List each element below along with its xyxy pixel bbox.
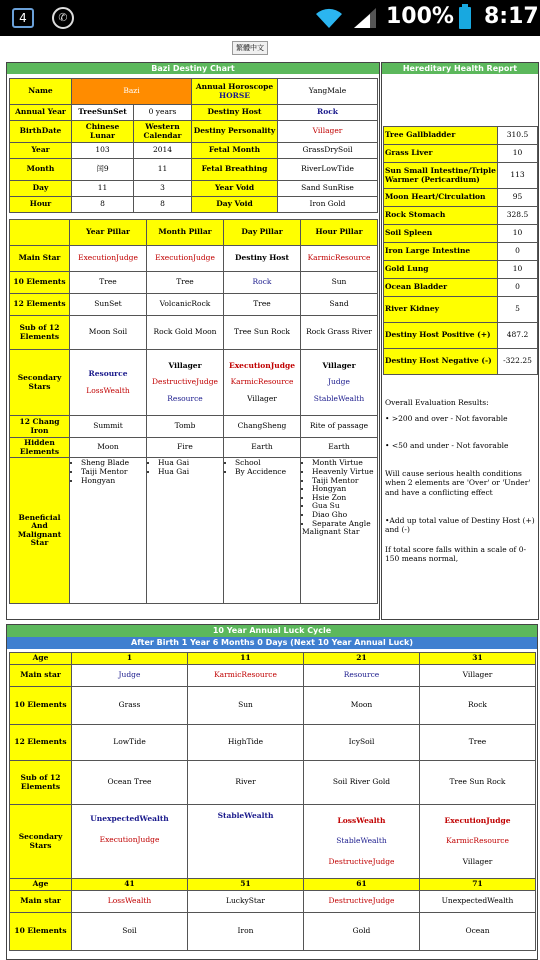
table-cell: Ocean Bladder (384, 279, 498, 297)
table-cell: Tree (147, 272, 224, 294)
table-cell: 10 Elements (10, 913, 72, 951)
table-cell: Iron Gold (278, 197, 378, 213)
table-cell: Iron (188, 913, 304, 951)
table-cell: Iron Large Intestine (384, 243, 498, 261)
table-cell: HighTide (188, 725, 304, 761)
battery-icon (459, 7, 471, 29)
table-cell: Secondary Stars (10, 805, 72, 879)
health-title: Hereditary Health Report (382, 63, 538, 74)
status-bar (0, 0, 540, 36)
table-cell: 10 (498, 145, 538, 163)
table-cell: Main Star (10, 246, 70, 272)
language-toggle-button[interactable]: 繁體中文 (232, 41, 268, 55)
table-row (10, 220, 378, 246)
table-cell: Resource LossWealth (70, 350, 147, 416)
table-cell: Annual Horoscope HORSE (192, 79, 278, 105)
table-cell: 10 Elements (10, 687, 72, 725)
table-cell: Soil Spleen (384, 225, 498, 243)
table-cell: TreeSunSet (72, 105, 134, 121)
luck-table (9, 652, 536, 951)
table-row (384, 225, 538, 243)
table-cell: LossWealth (72, 891, 188, 913)
table-cell: Fire (147, 438, 224, 458)
table-cell: Tree (420, 725, 536, 761)
notification-icon: 4 (12, 8, 34, 28)
table-cell: Gold Lung (384, 261, 498, 279)
table-row (384, 349, 538, 375)
table-row (384, 163, 538, 189)
table-cell: Destiny Host Negative (-) (384, 349, 498, 375)
table-cell: 10 (498, 225, 538, 243)
table-cell: Sub of 12 Elements (10, 316, 70, 350)
table-row (384, 127, 538, 145)
table-cell: Tree Gallbladder (384, 127, 498, 145)
table-row (10, 687, 536, 725)
table-cell: Judge (72, 665, 188, 687)
table-cell: Destiny Host Positive (+) (384, 323, 498, 349)
table-cell: Gold (304, 913, 420, 951)
luck-cycle (6, 624, 538, 960)
table-cell: Destiny Personality (192, 121, 278, 143)
table-cell: Moon Heart/Circulation (384, 189, 498, 207)
table-cell: Rock Grass River (301, 316, 378, 350)
eval-under: • <50 and under - Not favorable (385, 441, 509, 450)
table-row (10, 879, 536, 891)
table-row (10, 181, 378, 197)
table-cell (10, 220, 70, 246)
table-row (10, 143, 378, 159)
table-cell: Destiny Host (192, 105, 278, 121)
table-row (10, 458, 378, 604)
table-cell: 0 years (134, 105, 192, 121)
table-row (10, 159, 378, 181)
table-cell: Secondary Stars (10, 350, 70, 416)
table-row (10, 246, 378, 272)
table-row (10, 105, 378, 121)
table-row (10, 197, 378, 213)
table-cell: Summit (70, 416, 147, 438)
table-cell: BirthDate (10, 121, 72, 143)
table-cell: River Kidney (384, 297, 498, 323)
eval-note-2: •Add up total value of Destiny Host (+) and (-) (385, 516, 535, 535)
eval-over: • >200 and over - Not favorable (385, 414, 508, 423)
table-cell: 11 (72, 181, 134, 197)
table-row (384, 207, 538, 225)
table-row (10, 294, 378, 316)
table-cell: LossWealth StableWealth DestructiveJudge (304, 805, 420, 879)
table-row (384, 189, 538, 207)
clock: 8:17 (484, 4, 539, 29)
table-cell: Soil River Gold (304, 761, 420, 805)
table-cell: 8 (134, 197, 192, 213)
table-cell: 1 (72, 653, 188, 665)
table-cell: 113 (498, 163, 538, 189)
table-row (10, 913, 536, 951)
table-cell: 10 Elements (10, 272, 70, 294)
luck-subtitle: After Birth 1 Year 6 Months 0 Days (Next 10 Year Annual Luck) (7, 637, 537, 649)
table-cell: Age (10, 653, 72, 665)
table-cell: 11 (134, 159, 192, 181)
table-row (10, 891, 536, 913)
table-cell: Year Pillar (70, 220, 147, 246)
table-cell: 310.5 (498, 127, 538, 145)
table-cell: Earth (224, 438, 301, 458)
table-cell: 41 (72, 879, 188, 891)
table-cell: Fetal Month (192, 143, 278, 159)
table-cell: 12 Elements (10, 294, 70, 316)
table-cell: UnexpectedWealth ExecutionJudge (72, 805, 188, 879)
table-row (384, 279, 538, 297)
table-cell: Chinese Lunar (72, 121, 134, 143)
table-cell: Day Void (192, 197, 278, 213)
table-cell: 51 (188, 879, 304, 891)
table-row (384, 261, 538, 279)
eval-note-3: If total score falls within a scale of 0-150 means normal, (385, 545, 527, 564)
table-row (10, 79, 378, 105)
table-cell: 71 (420, 879, 536, 891)
table-cell: Month Pillar (147, 220, 224, 246)
table-row (10, 416, 378, 438)
table-cell: Villager DestructiveJudge Resource (147, 350, 224, 416)
table-cell: 21 (304, 653, 420, 665)
table-cell: Year Void (192, 181, 278, 197)
table-row (10, 653, 536, 665)
table-cell: Day Pillar (224, 220, 301, 246)
luck-title: 10 Year Annual Luck Cycle (7, 625, 537, 637)
table-cell: Sub of 12 Elements (10, 761, 72, 805)
table-cell: 12 Chang Iron (10, 416, 70, 438)
table-row (10, 272, 378, 294)
table-cell: 487.2 (498, 323, 538, 349)
table-cell: 闰9 (72, 159, 134, 181)
table-cell: GrassDrySoil (278, 143, 378, 159)
table-cell: Sun Small Intestine/Triple Warmer (Pericardium) (384, 163, 498, 189)
table-cell: Bazi (72, 79, 192, 105)
table-cell: 328.5 (498, 207, 538, 225)
table-cell: Moon (70, 438, 147, 458)
table-cell: UnexpectedWealth (420, 891, 536, 913)
wifi-icon (314, 6, 344, 30)
table-cell: Year (10, 143, 72, 159)
table-cell: Sun (188, 687, 304, 725)
table-cell: Tree (224, 294, 301, 316)
table-cell: Name (10, 79, 72, 105)
table-row (384, 243, 538, 261)
table-cell: Ocean (420, 913, 536, 951)
table-cell: Hour (10, 197, 72, 213)
bazi-chart (6, 62, 380, 620)
table-row (384, 297, 538, 323)
health-table (383, 126, 538, 375)
table-cell: SunSet (70, 294, 147, 316)
table-cell: Western Calendar (134, 121, 192, 143)
table-cell: Sand SunRise (278, 181, 378, 197)
table-cell: IcySoil (304, 725, 420, 761)
table-cell: Rock (278, 105, 378, 121)
table-row (10, 438, 378, 458)
table-cell: 2014 (134, 143, 192, 159)
table-cell: Resource (304, 665, 420, 687)
table-cell: 0 (498, 279, 538, 297)
table-cell: Villager Judge StableWealth (301, 350, 378, 416)
table-cell: Hour Pillar (301, 220, 378, 246)
table-cell: Month (10, 159, 72, 181)
table-cell: Rock (224, 272, 301, 294)
table-cell: Grass (72, 687, 188, 725)
table-cell: Earth (301, 438, 378, 458)
table-cell: Hidden Elements (10, 438, 70, 458)
table-cell: Beneficial And Malignant Star (10, 458, 70, 604)
signal-icon (352, 6, 378, 30)
table-cell: Rock Gold Moon (147, 316, 224, 350)
table-cell: Age (10, 879, 72, 891)
table-cell: ExecutionJudge KarmicResource Villager (420, 805, 536, 879)
table-row (384, 323, 538, 349)
table-cell: KarmicResource (301, 246, 378, 272)
table-cell: 11 (188, 653, 304, 665)
table-cell: Rite of passage (301, 416, 378, 438)
table-cell: ExecutionJudge (70, 246, 147, 272)
pillars-table (9, 219, 378, 604)
bazi-title: Bazi Destiny Chart (7, 63, 379, 74)
table-cell: VolcanicRock (147, 294, 224, 316)
table-cell: 3 (134, 181, 192, 197)
whatsapp-icon: ✆ (52, 7, 74, 29)
eval-title: Overall Evaluation Results: (385, 398, 489, 407)
table-cell: DestructiveJudge (304, 891, 420, 913)
table-cell: -322.25 (498, 349, 538, 375)
table-cell: Tomb (147, 416, 224, 438)
table-cell: Tree Sun Rock (224, 316, 301, 350)
bazi-info-table (9, 78, 378, 213)
table-cell: • School • By Accidence (224, 458, 301, 604)
table-cell: Annual Year (10, 105, 72, 121)
table-cell: Main star (10, 891, 72, 913)
table-cell: 103 (72, 143, 134, 159)
table-cell: Rock Stomach (384, 207, 498, 225)
table-row (10, 121, 378, 143)
table-row (10, 725, 536, 761)
table-cell: • Month Virtue • Heavenly Virtue • Taiji Mentor • Hongyan • Hsie Zon • Gua Su • Diao Gho • Separate Angle Malignant Star (301, 458, 378, 604)
table-cell: ChangSheng (224, 416, 301, 438)
table-cell: Main star (10, 665, 72, 687)
table-cell: 61 (304, 879, 420, 891)
table-row (10, 350, 378, 416)
table-cell: 8 (72, 197, 134, 213)
table-cell: Villager (420, 665, 536, 687)
table-cell: Moon Soil (70, 316, 147, 350)
table-row (10, 665, 536, 687)
table-cell: StableWealth (188, 805, 304, 879)
table-cell: Tree (70, 272, 147, 294)
table-cell: KarmicResource (188, 665, 304, 687)
table-row (10, 805, 536, 879)
table-row (10, 761, 536, 805)
battery-percent: 100% (386, 4, 454, 29)
table-cell: 10 (498, 261, 538, 279)
table-cell: • Sheng Blade • Taiji Mentor • Hongyan (70, 458, 147, 604)
table-cell: Villager (278, 121, 378, 143)
table-cell: Moon (304, 687, 420, 725)
health-report (381, 62, 539, 620)
table-cell: Sun (301, 272, 378, 294)
table-cell: Soil (72, 913, 188, 951)
table-cell: Day (10, 181, 72, 197)
table-cell: Grass Liver (384, 145, 498, 163)
table-cell: LuckyStar (188, 891, 304, 913)
table-cell: Destiny Host (224, 246, 301, 272)
table-cell: Ocean Tree (72, 761, 188, 805)
table-cell: ExecutionJudge KarmicResource Villager (224, 350, 301, 416)
table-cell: 5 (498, 297, 538, 323)
table-cell: YangMale (278, 79, 378, 105)
table-cell: Tree Sun Rock (420, 761, 536, 805)
table-cell: 95 (498, 189, 538, 207)
table-cell: 12 Elements (10, 725, 72, 761)
table-cell: • Hua Gai • Hua Gai (147, 458, 224, 604)
table-cell: River (188, 761, 304, 805)
table-cell: ExecutionJudge (147, 246, 224, 272)
eval-note-1: Will cause serious health conditions when 2 elements are 'Over' or 'Under' and have a conflicting effect (385, 469, 531, 497)
table-cell: LowTide (72, 725, 188, 761)
table-row (10, 316, 378, 350)
table-cell: Sand (301, 294, 378, 316)
table-cell: 31 (420, 653, 536, 665)
table-cell: 0 (498, 243, 538, 261)
table-cell: Rock (420, 687, 536, 725)
table-cell: RiverLowTide (278, 159, 378, 181)
table-row (384, 145, 538, 163)
table-cell: Fetal Breathing (192, 159, 278, 181)
